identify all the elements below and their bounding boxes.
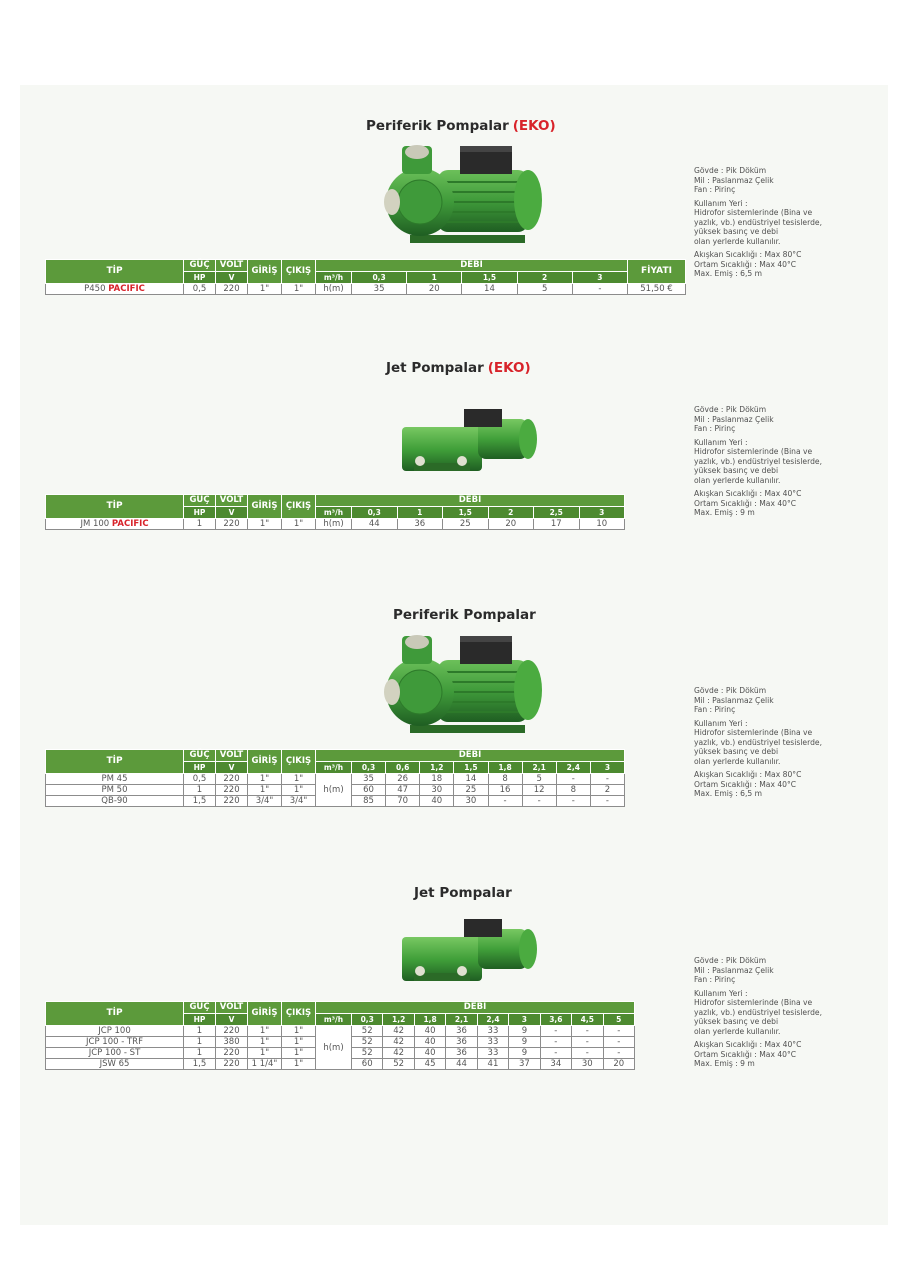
jet-pump-image bbox=[400, 405, 540, 475]
flow-point: 0,3 bbox=[352, 1014, 383, 1026]
note-line: yüksek basınç ve debi bbox=[694, 1017, 779, 1026]
note-line: yüksek basınç ve debi bbox=[694, 747, 779, 756]
model-name: JCP 100 - TRF bbox=[86, 1037, 143, 1047]
col-header-volt: VOLT bbox=[216, 495, 248, 507]
note-line: Ortam Sıcaklığı : Max 40°C bbox=[694, 779, 797, 789]
section-1-spec-table bbox=[45, 259, 686, 295]
head-value: 36 bbox=[446, 1037, 477, 1048]
head-value: 52 bbox=[383, 1059, 414, 1070]
table-row bbox=[46, 519, 625, 530]
flow-point: 1,2 bbox=[420, 762, 454, 774]
head-value: 47 bbox=[386, 785, 420, 796]
col-header-tip: TİP bbox=[46, 260, 184, 284]
inlet-cell: 1 1/4" bbox=[248, 1059, 282, 1070]
hp-cell: 1 bbox=[184, 1026, 216, 1037]
outlet-cell: 1" bbox=[282, 1048, 316, 1059]
flow-point: 3 bbox=[572, 272, 627, 284]
col-header-volt: VOLT bbox=[216, 750, 248, 762]
note-line: Max. Emiş : 6,5 m bbox=[694, 789, 763, 798]
hp-cell: 0,5 bbox=[184, 284, 216, 295]
col-header-fiyat: FİYATI bbox=[628, 260, 686, 284]
head-unit-cell: h(m) bbox=[316, 1026, 352, 1070]
table-row bbox=[46, 1026, 635, 1037]
note-line: yazlık, vb.) endüstriyel tesislerde, bbox=[694, 217, 823, 227]
inlet-cell: 1" bbox=[248, 774, 282, 785]
outlet-cell: 1" bbox=[282, 519, 316, 530]
section-2-title: Jet Pompalar (EKO) bbox=[386, 360, 531, 376]
head-value: 35 bbox=[352, 774, 386, 785]
outlet-cell: 1" bbox=[282, 1037, 316, 1048]
head-value: 36 bbox=[446, 1048, 477, 1059]
model-name: QB-90 bbox=[101, 796, 128, 806]
note-line: Kullanım Yeri : bbox=[694, 437, 748, 447]
volt-cell: 220 bbox=[216, 1048, 248, 1059]
note-line: Fan : Pirinç bbox=[694, 424, 736, 433]
inlet-cell: 1" bbox=[248, 1048, 282, 1059]
volt-cell: 220 bbox=[216, 1059, 248, 1070]
note-line: Hidrofor sistemlerinde (Bina ve bbox=[694, 998, 813, 1007]
head-value: - bbox=[603, 1037, 635, 1048]
col-header-v: V bbox=[216, 272, 248, 284]
col-header-hp: HP bbox=[184, 762, 216, 774]
flow-point: 2,4 bbox=[556, 762, 590, 774]
flow-point: 2 bbox=[488, 507, 534, 519]
head-value: 2 bbox=[590, 785, 624, 796]
flow-point: 1 bbox=[407, 272, 462, 284]
flow-point: 0,3 bbox=[352, 762, 386, 774]
volt-cell: 220 bbox=[216, 284, 248, 295]
flow-point: 3 bbox=[590, 762, 624, 774]
head-value: 18 bbox=[420, 774, 454, 785]
inlet-cell: 1" bbox=[248, 785, 282, 796]
hp-cell: 1 bbox=[184, 1037, 216, 1048]
col-header-giris: GİRİŞ bbox=[248, 495, 282, 519]
head-value: 44 bbox=[446, 1059, 477, 1070]
head-value: 40 bbox=[414, 1037, 445, 1048]
head-value: 45 bbox=[414, 1059, 445, 1070]
head-value: 14 bbox=[462, 284, 517, 295]
head-value: - bbox=[590, 774, 624, 785]
peripheral-pump-image bbox=[380, 140, 550, 248]
model-cell bbox=[46, 1048, 184, 1059]
head-value: 37 bbox=[509, 1059, 540, 1070]
model-cell bbox=[46, 519, 184, 530]
model-name: JCP 100 - ST bbox=[88, 1048, 141, 1058]
price-cell: 51,50 € bbox=[628, 284, 686, 295]
volt-cell: 220 bbox=[216, 1026, 248, 1037]
flow-point: 0,3 bbox=[352, 272, 407, 284]
jet-pump-image bbox=[400, 915, 540, 985]
head-value: - bbox=[540, 1037, 571, 1048]
flow-point: 2,4 bbox=[477, 1014, 508, 1026]
note-line: Hidrofor sistemlerinde (Bina ve bbox=[694, 447, 813, 456]
model-cell bbox=[46, 796, 184, 807]
head-value: 36 bbox=[446, 1026, 477, 1037]
note-line: Kullanım Yeri : bbox=[694, 198, 748, 208]
hp-cell: 1 bbox=[184, 785, 216, 796]
flow-point: 0,6 bbox=[386, 762, 420, 774]
head-value: 41 bbox=[477, 1059, 508, 1070]
col-header-hp: HP bbox=[184, 507, 216, 519]
flow-point: 4,5 bbox=[572, 1014, 603, 1026]
note-line: Mil : Paslanmaz Çelik bbox=[694, 414, 774, 424]
head-value: 12 bbox=[522, 785, 556, 796]
outlet-cell: 1" bbox=[282, 284, 316, 295]
model-name: JSW 65 bbox=[99, 1059, 130, 1069]
inlet-cell: 1" bbox=[248, 1037, 282, 1048]
head-value: 9 bbox=[509, 1048, 540, 1059]
flow-point: 1,8 bbox=[488, 762, 522, 774]
head-value: 17 bbox=[534, 519, 580, 530]
section-4-spec-table bbox=[45, 1001, 635, 1070]
col-header-cikis: ÇIKIŞ bbox=[282, 495, 316, 519]
brand-name: PACIFIC bbox=[108, 284, 145, 294]
flow-point: 3,6 bbox=[540, 1014, 571, 1026]
section-3-notes bbox=[694, 686, 869, 799]
section-1-title: Periferik Pompalar (EKO) bbox=[366, 118, 556, 134]
head-value: - bbox=[572, 1048, 603, 1059]
model-cell bbox=[46, 785, 184, 796]
head-value: 33 bbox=[477, 1037, 508, 1048]
note-line: Max. Emiş : 9 m bbox=[694, 508, 755, 517]
head-value: - bbox=[572, 1037, 603, 1048]
head-value: - bbox=[572, 284, 627, 295]
hp-cell: 1,5 bbox=[184, 796, 216, 807]
flow-point: 1,5 bbox=[443, 507, 489, 519]
note-line: Hidrofor sistemlerinde (Bina ve bbox=[694, 208, 813, 217]
head-value: 16 bbox=[488, 785, 522, 796]
head-value: 85 bbox=[352, 796, 386, 807]
col-header-cikis: ÇIKIŞ bbox=[282, 260, 316, 284]
note-line: Akışkan Sıcaklığı : Max 40°C bbox=[694, 489, 802, 498]
inlet-cell: 1" bbox=[248, 1026, 282, 1037]
note-line: Akışkan Sıcaklığı : Max 40°C bbox=[694, 1040, 802, 1049]
note-line: Kullanım Yeri : bbox=[694, 718, 748, 728]
flow-point: 1 bbox=[397, 507, 443, 519]
head-value: 33 bbox=[477, 1048, 508, 1059]
head-value: 42 bbox=[383, 1026, 414, 1037]
head-value: - bbox=[540, 1048, 571, 1059]
col-header-hp: HP bbox=[184, 272, 216, 284]
col-header-flow-unit: m³/h bbox=[316, 762, 352, 774]
volt-cell: 220 bbox=[216, 785, 248, 796]
col-header-volt: VOLT bbox=[216, 1002, 248, 1014]
flow-point: 3 bbox=[579, 507, 625, 519]
head-value: 20 bbox=[488, 519, 534, 530]
flow-point: 2,1 bbox=[522, 762, 556, 774]
outlet-cell: 1" bbox=[282, 1026, 316, 1037]
note-line: Max. Emiş : 6,5 m bbox=[694, 269, 763, 278]
flow-point: 1,5 bbox=[454, 762, 488, 774]
volt-cell: 380 bbox=[216, 1037, 248, 1048]
head-value: 34 bbox=[540, 1059, 571, 1070]
model-name: PM 45 bbox=[101, 774, 128, 784]
model-name: PM 50 bbox=[101, 785, 128, 795]
head-value: 35 bbox=[352, 284, 407, 295]
outlet-cell: 1" bbox=[282, 785, 316, 796]
note-line: Mil : Paslanmaz Çelik bbox=[694, 695, 774, 705]
col-header-guc: GÜÇ bbox=[184, 1002, 216, 1014]
brand-name: PACIFIC bbox=[111, 519, 149, 529]
note-line: Gövde : Pik Döküm bbox=[694, 956, 767, 965]
model-name: P450 bbox=[84, 284, 106, 294]
model-name: JCP 100 bbox=[98, 1026, 131, 1036]
col-header-guc: GÜÇ bbox=[184, 750, 216, 762]
model-cell bbox=[46, 774, 184, 785]
inlet-cell: 1" bbox=[248, 284, 282, 295]
note-line: Fan : Pirinç bbox=[694, 185, 736, 194]
head-value: 9 bbox=[509, 1026, 540, 1037]
head-value: 52 bbox=[352, 1026, 383, 1037]
model-cell bbox=[46, 1059, 184, 1070]
note-line: Mil : Paslanmaz Çelik bbox=[694, 175, 774, 185]
peripheral-pump-image bbox=[380, 630, 550, 738]
col-header-giris: GİRİŞ bbox=[248, 260, 282, 284]
head-value: 52 bbox=[352, 1037, 383, 1048]
col-header-guc: GÜÇ bbox=[184, 495, 216, 507]
note-line: yüksek basınç ve debi bbox=[694, 466, 779, 475]
section-3-title: Periferik Pompalar bbox=[393, 607, 536, 623]
head-value: - bbox=[590, 796, 624, 807]
head-value: 26 bbox=[386, 774, 420, 785]
head-value: 40 bbox=[420, 796, 454, 807]
flow-point: 2,5 bbox=[534, 507, 580, 519]
head-value: 20 bbox=[603, 1059, 635, 1070]
table-row bbox=[46, 774, 625, 785]
head-value: 60 bbox=[352, 1059, 383, 1070]
volt-cell: 220 bbox=[216, 519, 248, 530]
head-value: 36 bbox=[397, 519, 443, 530]
eko-tag: (EKO) bbox=[487, 360, 531, 376]
outlet-cell: 3/4" bbox=[282, 796, 316, 807]
head-value: 44 bbox=[352, 519, 398, 530]
note-line: Akışkan Sıcaklığı : Max 80°C bbox=[694, 770, 802, 779]
col-header-v: V bbox=[216, 762, 248, 774]
col-header-debi: DEBİ bbox=[316, 260, 628, 272]
note-line: olan yerlerde kullanılır. bbox=[694, 236, 781, 246]
head-value: 25 bbox=[454, 785, 488, 796]
volt-cell: 220 bbox=[216, 796, 248, 807]
head-value: - bbox=[556, 796, 590, 807]
outlet-cell: 1" bbox=[282, 774, 316, 785]
section-4-title: Jet Pompalar bbox=[414, 885, 512, 901]
note-line: olan yerlerde kullanılır. bbox=[694, 1026, 781, 1036]
head-value: 52 bbox=[352, 1048, 383, 1059]
head-value: 42 bbox=[383, 1048, 414, 1059]
head-value: 8 bbox=[488, 774, 522, 785]
col-header-hp: HP bbox=[184, 1014, 216, 1026]
flow-point: 0,3 bbox=[352, 507, 398, 519]
col-header-debi: DEBİ bbox=[316, 495, 625, 507]
flow-point: 1,2 bbox=[383, 1014, 414, 1026]
flow-point: 1,5 bbox=[462, 272, 517, 284]
head-value: - bbox=[488, 796, 522, 807]
note-line: yazlık, vb.) endüstriyel tesislerde, bbox=[694, 737, 823, 747]
head-value: 60 bbox=[352, 785, 386, 796]
note-line: yazlık, vb.) endüstriyel tesislerde, bbox=[694, 456, 823, 466]
note-line: Gövde : Pik Döküm bbox=[694, 166, 767, 175]
col-header-v: V bbox=[216, 507, 248, 519]
inlet-cell: 3/4" bbox=[248, 796, 282, 807]
model-cell bbox=[46, 1037, 184, 1048]
section-4-notes bbox=[694, 956, 869, 1069]
head-value: 5 bbox=[522, 774, 556, 785]
head-value: - bbox=[572, 1026, 603, 1037]
flow-point: 2,1 bbox=[446, 1014, 477, 1026]
col-header-giris: GİRİŞ bbox=[248, 750, 282, 774]
note-line: yüksek basınç ve debi bbox=[694, 227, 779, 236]
section-2-spec-table bbox=[45, 494, 625, 530]
note-line: Fan : Pirinç bbox=[694, 705, 736, 714]
head-value: 5 bbox=[517, 284, 572, 295]
head-value: 30 bbox=[420, 785, 454, 796]
col-header-flow-unit: m³/h bbox=[316, 1014, 352, 1026]
note-line: Ortam Sıcaklığı : Max 40°C bbox=[694, 259, 797, 269]
flow-point: 3 bbox=[509, 1014, 540, 1026]
note-line: yazlık, vb.) endüstriyel tesislerde, bbox=[694, 1007, 823, 1017]
note-line: Gövde : Pik Döküm bbox=[694, 405, 767, 414]
flow-point: 2 bbox=[517, 272, 572, 284]
col-header-tip: TİP bbox=[46, 1002, 184, 1026]
note-line: Hidrofor sistemlerinde (Bina ve bbox=[694, 728, 813, 737]
note-line: Max. Emiş : 9 m bbox=[694, 1059, 755, 1068]
section-1-notes bbox=[694, 166, 869, 279]
hp-cell: 0,5 bbox=[184, 774, 216, 785]
table-row bbox=[46, 284, 686, 295]
eko-tag: (EKO) bbox=[512, 118, 556, 134]
head-value: - bbox=[540, 1026, 571, 1037]
flow-point: 5 bbox=[603, 1014, 635, 1026]
section-3-spec-table bbox=[45, 749, 625, 807]
col-header-debi: DEBİ bbox=[316, 1002, 635, 1014]
head-value: 33 bbox=[477, 1026, 508, 1037]
head-value: 8 bbox=[556, 785, 590, 796]
note-line: Gövde : Pik Döküm bbox=[694, 686, 767, 695]
head-unit-cell: h(m) bbox=[316, 519, 352, 530]
col-header-volt: VOLT bbox=[216, 260, 248, 272]
model-cell bbox=[46, 284, 184, 295]
note-line: Akışkan Sıcaklığı : Max 80°C bbox=[694, 250, 802, 259]
outlet-cell: 1" bbox=[282, 1059, 316, 1070]
col-header-flow-unit: m³/h bbox=[316, 272, 352, 284]
col-header-tip: TİP bbox=[46, 750, 184, 774]
col-header-cikis: ÇIKIŞ bbox=[282, 750, 316, 774]
col-header-tip: TİP bbox=[46, 495, 184, 519]
flow-point: 1,8 bbox=[414, 1014, 445, 1026]
hp-cell: 1 bbox=[184, 1048, 216, 1059]
head-value: 40 bbox=[414, 1048, 445, 1059]
head-value: - bbox=[522, 796, 556, 807]
head-value: 9 bbox=[509, 1037, 540, 1048]
head-value: 25 bbox=[443, 519, 489, 530]
head-value: 70 bbox=[386, 796, 420, 807]
head-value: 42 bbox=[383, 1037, 414, 1048]
head-value: - bbox=[556, 774, 590, 785]
model-name: JM 100 bbox=[80, 519, 110, 529]
section-2-notes bbox=[694, 405, 869, 518]
head-value: - bbox=[603, 1026, 635, 1037]
col-header-guc: GÜÇ bbox=[184, 260, 216, 272]
note-line: Ortam Sıcaklığı : Max 40°C bbox=[694, 1049, 797, 1059]
head-unit-cell: h(m) bbox=[316, 284, 352, 295]
hp-cell: 1 bbox=[184, 519, 216, 530]
col-header-cikis: ÇIKIŞ bbox=[282, 1002, 316, 1026]
inlet-cell: 1" bbox=[248, 519, 282, 530]
head-value: 40 bbox=[414, 1026, 445, 1037]
note-line: Mil : Paslanmaz Çelik bbox=[694, 965, 774, 975]
col-header-flow-unit: m³/h bbox=[316, 507, 352, 519]
note-line: Fan : Pirinç bbox=[694, 975, 736, 984]
head-value: 10 bbox=[579, 519, 625, 530]
col-header-v: V bbox=[216, 1014, 248, 1026]
hp-cell: 1,5 bbox=[184, 1059, 216, 1070]
head-value: 14 bbox=[454, 774, 488, 785]
head-value: - bbox=[603, 1048, 635, 1059]
head-value: 20 bbox=[407, 284, 462, 295]
note-line: Kullanım Yeri : bbox=[694, 988, 748, 998]
col-header-debi: DEBİ bbox=[316, 750, 625, 762]
head-value: 30 bbox=[454, 796, 488, 807]
note-line: olan yerlerde kullanılır. bbox=[694, 475, 781, 485]
head-value: 30 bbox=[572, 1059, 603, 1070]
note-line: olan yerlerde kullanılır. bbox=[694, 756, 781, 766]
head-unit-cell: h(m) bbox=[316, 774, 352, 807]
col-header-giris: GİRİŞ bbox=[248, 1002, 282, 1026]
model-cell bbox=[46, 1026, 184, 1037]
note-line: Ortam Sıcaklığı : Max 40°C bbox=[694, 498, 797, 508]
volt-cell: 220 bbox=[216, 774, 248, 785]
